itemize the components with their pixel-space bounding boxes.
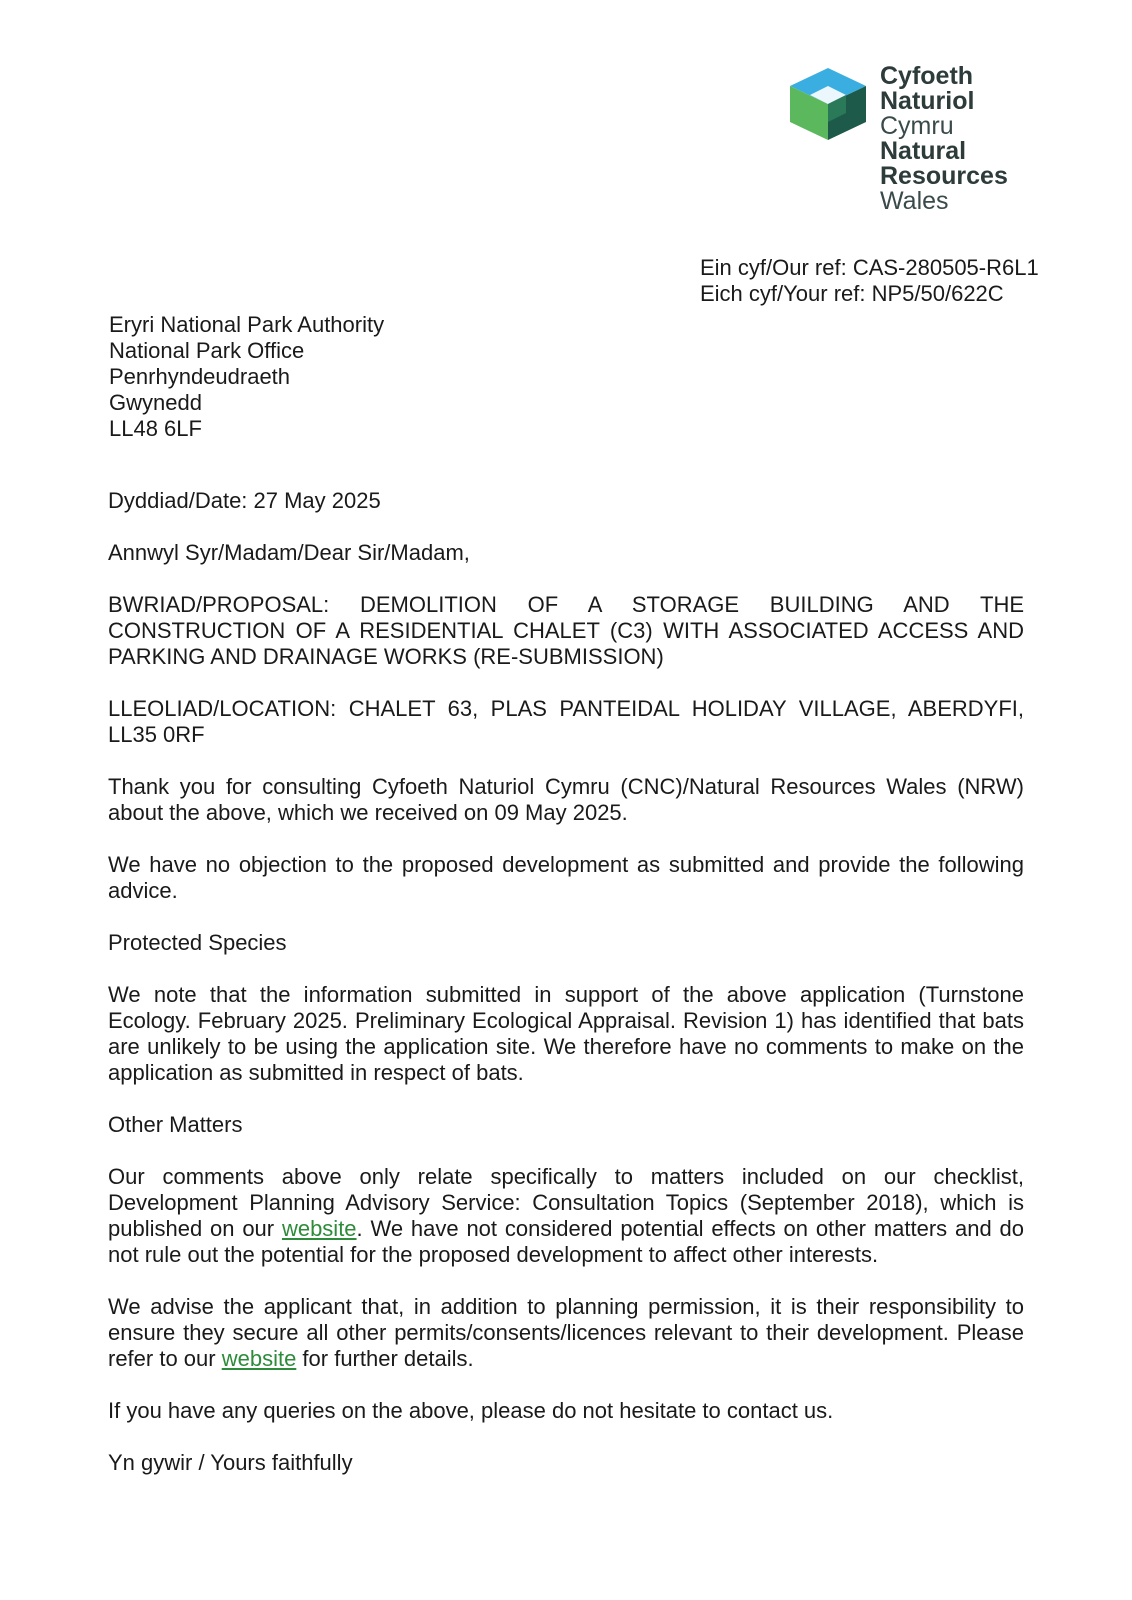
- species-paragraph: We note that the information submitted in support of the above application (Turnstone Ecology. February 2025. Preliminary Ecological Appraisal. Revision 1) has identified that bats are unlikely to be using the application site. We therefore have no comments to make on the application as submitted in respect of bats.: [108, 982, 1024, 1085]
- advise-text-a: We advise the applicant that, in addition to planning permission, it is their responsibility to ensure they secure all other permits/consents/licences relevant to their development. Please refer to our: [108, 1294, 1024, 1371]
- address-line2: National Park Office: [109, 338, 305, 363]
- address-line1: Eryri National Park Authority: [109, 312, 385, 337]
- reference-block: [700, 255, 1039, 307]
- your-ref: Eich cyf/Your ref: NP5/50/622C: [700, 281, 1004, 306]
- location: LLEOLIAD/LOCATION: CHALET 63, PLAS PANTEIDAL HOLIDAY VILLAGE, ABERDYFI, LL35 0RF: [108, 696, 1024, 747]
- address-line4: Gwynedd: [109, 390, 202, 415]
- recipient-address: [109, 312, 384, 442]
- logo-english-line1: Natural: [880, 137, 967, 165]
- letter-date: Dyddiad/Date: 27 May 2025: [108, 488, 381, 513]
- logo-wordmark: [880, 64, 1008, 214]
- advise-paragraph: [108, 1294, 1024, 1372]
- other-matters-paragraph: [108, 1164, 1024, 1268]
- queries-paragraph: If you have any queries on the above, please do not hesitate to contact us.: [108, 1398, 834, 1423]
- logo-english-line3: Wales: [880, 187, 949, 215]
- nrw-logo-icon: [790, 68, 866, 140]
- no-objection-paragraph: We have no objection to the proposed development as submitted and provide the following advice.: [108, 852, 1024, 903]
- salutation: Annwyl Syr/Madam/Dear Sir/Madam,: [108, 540, 470, 565]
- website-link-2[interactable]: website: [221, 1346, 297, 1371]
- proposal: BWRIAD/PROPOSAL: DEMOLITION OF A STORAGE BUILDING AND THE CONSTRUCTION OF A RESIDENTIAL CHALET (C3) WITH ASSOCIATED ACCESS AND PARKING AND DRAINAGE WORKS (RE-SUBMISSION): [108, 592, 1024, 669]
- nrw-logo: [790, 64, 1030, 224]
- logo-welsh-line1: Cyfoeth: [880, 62, 974, 90]
- other-text-a: Our comments above only relate specifically to matters included on our checklist, Development Planning Advisory Service: Consultation Topics (September 2018), which is published on our: [108, 1164, 1024, 1241]
- website-link-1[interactable]: website: [281, 1216, 357, 1241]
- advise-text-b: for further details.: [296, 1346, 474, 1371]
- logo-welsh-line3: Cymru: [880, 112, 954, 140]
- logo-welsh-line2: Naturiol: [880, 87, 975, 115]
- address-line5: LL48 6LF: [109, 416, 202, 441]
- logo-english-line2: Resources: [880, 162, 1008, 190]
- thanks-paragraph: Thank you for consulting Cyfoeth Naturiol Cymru (CNC)/Natural Resources Wales (NRW) about the above, which we received on 09 May 2025.: [108, 774, 1024, 825]
- our-ref: Ein cyf/Our ref: CAS-280505-R6L1: [700, 255, 1039, 280]
- address-line3: Penrhyndeudraeth: [109, 364, 291, 389]
- signoff: Yn gywir / Yours faithfully: [108, 1450, 353, 1475]
- heading-other-matters: Other Matters: [108, 1112, 243, 1137]
- heading-protected-species: Protected Species: [108, 930, 287, 955]
- other-text-b: . We have not considered potential effects on other matters and do not rule out the potential for the proposed development to affect other interests.: [108, 1216, 1025, 1267]
- letter-body: [108, 488, 1024, 1502]
